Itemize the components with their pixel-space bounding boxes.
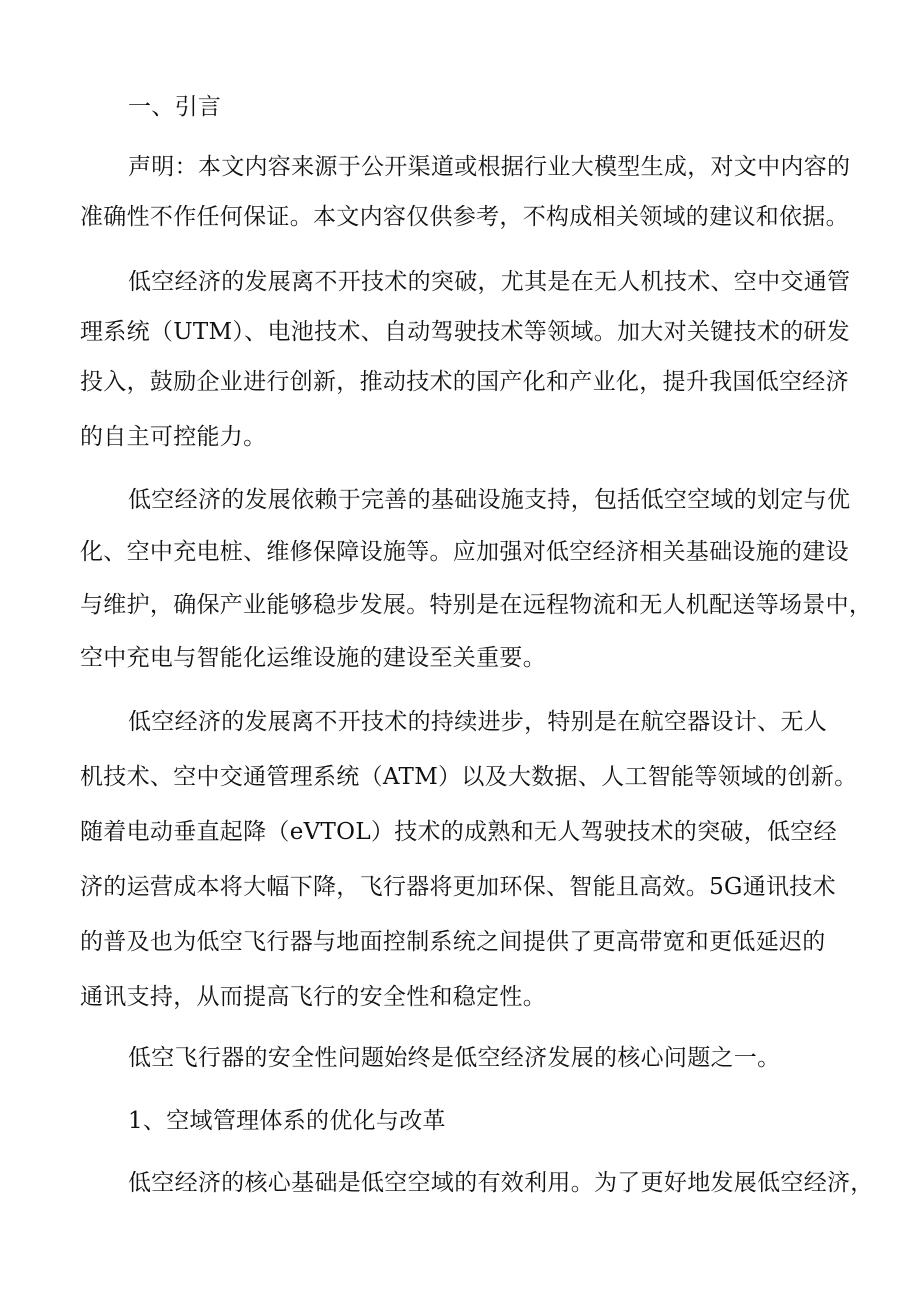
paragraph-1-line-4: 的自主可控能力。 (80, 424, 267, 450)
paragraph-2-line-1: 低空经济的发展依赖于完善的基础设施支持，包括低空空域的划定与优 (128, 487, 851, 513)
paragraph-1-line-2: 理系统（UTM）、电池技术、自动驾驶技术等领域。加大对关键技术的研发 (80, 319, 850, 345)
paragraph-3-line-2: 机技术、空中交通管理系统（ATM）以及大数据、人工智能等领域的创新。 (80, 764, 858, 790)
disclaimer-line-2: 准确性不作任何保证。本文内容仅供参考，不构成相关领域的建议和依据。 (80, 204, 849, 230)
paragraph-2-line-3: 与维护，确保产业能够稳步发展。特别是在远程物流和无人机配送等场景中， (80, 592, 873, 618)
paragraph-3-line-1: 低空经济的发展离不开技术的持续进步，特别是在航空器设计、无人 (128, 709, 827, 735)
paragraph-3-line-5: 的普及也为低空飞行器与地面控制系统之间提供了更高带宽和更低延迟的 (80, 929, 826, 955)
paragraph-3-line-6: 通讯支持，从而提高飞行的安全性和稳定性。 (80, 984, 546, 1010)
paragraph-1-line-1: 低空经济的发展离不开技术的突破，尤其是在无人机技术、空中交通管 (128, 269, 851, 295)
paragraph-2-line-2: 化、空中充电桩、维修保障设施等。应加强对低空经济相关基础设施的建设 (80, 539, 849, 565)
paragraph-5-line-1: 低空经济的核心基础是低空空域的有效利用。为了更好地发展低空经济， (128, 1170, 874, 1196)
paragraph-3-line-3: 随着电动垂直起降（eVTOL）技术的成熟和无人驾驶技术的突破，低空经 (80, 819, 837, 845)
disclaimer-line-1: 声明：本文内容来源于公开渠道或根据行业大模型生成，对文中内容的 (128, 154, 851, 180)
paragraph-3-line-4: 济的运营成本将大幅下降，飞行器将更加环保、智能且高效。5G通讯技术 (80, 874, 836, 900)
subsection-heading: 1、空域管理体系的优化与改革 (128, 1108, 446, 1134)
paragraph-2-line-4: 空中充电与智能化运维设施的建设至关重要。 (80, 645, 546, 671)
paragraph-1-line-3: 投入，鼓励企业进行创新，推动技术的国产化和产业化，提升我国低空经济 (80, 369, 849, 395)
paragraph-4-line-1: 低空飞行器的安全性问题始终是低空经济发展的核心问题之一。 (128, 1045, 781, 1071)
section-heading: 一、引言 (128, 94, 222, 120)
